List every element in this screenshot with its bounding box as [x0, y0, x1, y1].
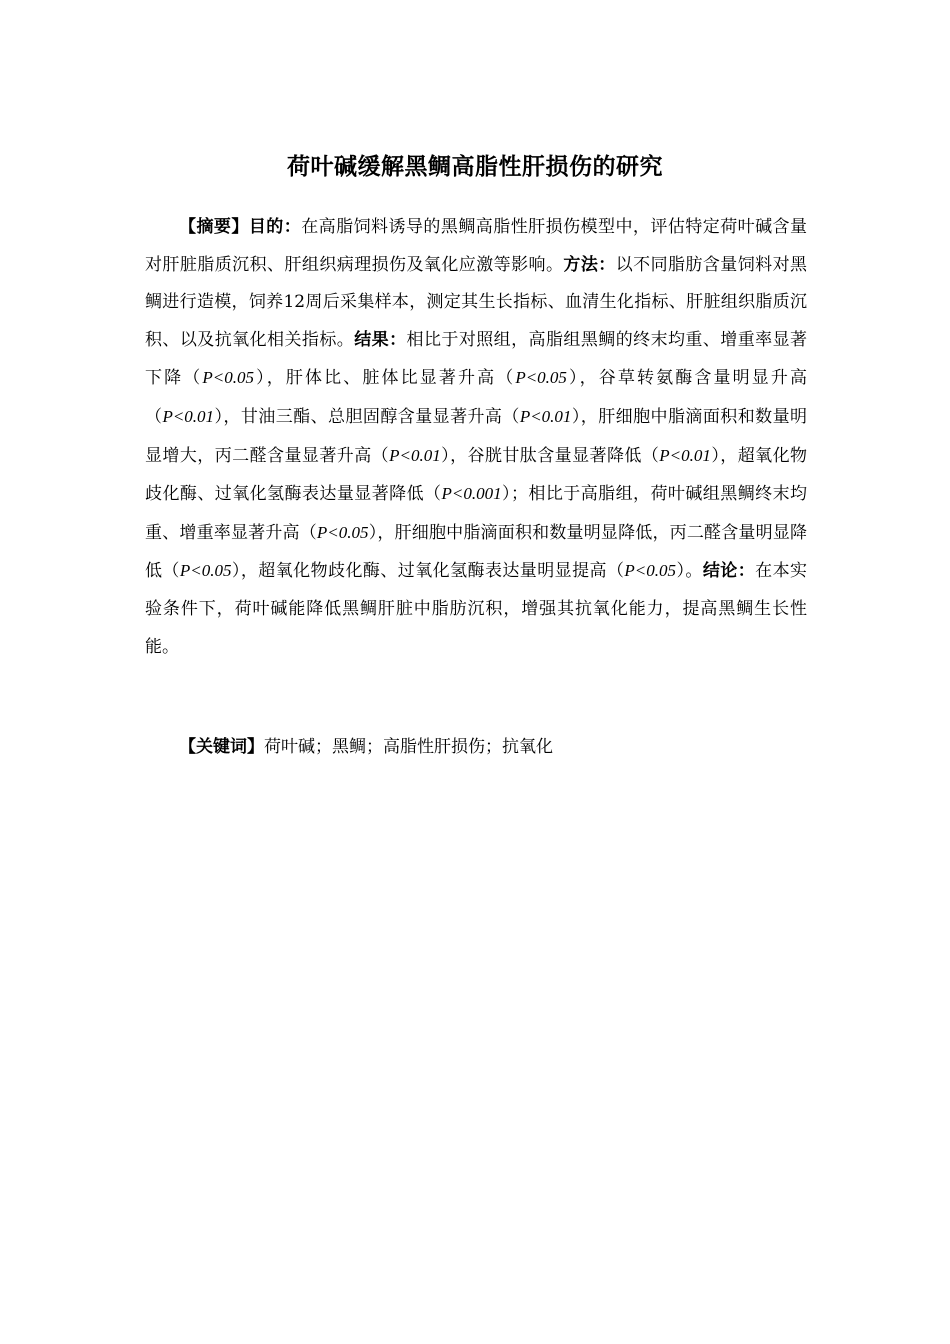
abstract-text: ），肝体比、脏体比显著升高（	[253, 368, 516, 389]
abstract-text: ），肝细胞中脂滴面积和数量明显增大，丙二醛含量显著升高（	[145, 406, 808, 466]
p-value: P<0.01	[162, 406, 215, 426]
abstract-section-label: 结论：	[702, 561, 756, 582]
abstract-text: 在高脂饲料诱导的黑鲷高脂性肝损伤模型中，评估特定荷叶碱含量对肝脏脂质沉积、肝组织病理损伤及氧化应激等影响。	[145, 217, 808, 275]
abstract-text: ）；相比于高脂组，荷叶碱组黑鲷终末均重、增重率显著升高（	[145, 484, 808, 543]
p-value: P<0.01	[389, 445, 441, 465]
p-value: P<0.001	[441, 484, 502, 504]
abstract-text: ），谷胱甘肽含量显著降低（	[440, 445, 660, 466]
abstract-section-label: 方法：	[563, 254, 616, 275]
paper-title: 荷叶碱缓解黑鲷高脂性肝损伤的研究	[287, 154, 663, 180]
abstract-section-label: 结果：	[354, 329, 407, 350]
p-value: P<0.01	[519, 406, 572, 426]
p-value: P<0.05	[624, 561, 677, 581]
abstract-paragraph	[145, 209, 807, 666]
abstract-text: ），超氧化物歧化酶、过氧化氢酶表达量明显提高（	[231, 561, 625, 582]
abstract-text: ），谷草转氨酶含量明显升高（	[145, 368, 808, 427]
keywords-label: 【关键词】	[179, 737, 264, 757]
abstract-text: 在本实验条件下，荷叶碱能降低黑鲷肝脏中脂肪沉积，增强其抗氧化能力，提高黑鲷生长性能。	[145, 561, 808, 657]
abstract-text: ），肝细胞中脂滴面积和数量明显降低，丙二醛含量明显降低（	[145, 522, 808, 582]
p-value: P<0.05	[316, 522, 369, 542]
keywords-text: 荷叶碱；黑鲷；高脂性肝损伤；抗氧化	[264, 737, 553, 757]
p-value: P<0.05	[202, 368, 254, 388]
abstract-text: ），超氧化物歧化酶、过氧化氢酶表达量显著降低（	[145, 445, 808, 505]
abstract-text: 以不同脂肪含量饲料对黑鲷进行造模，饲养12周后采集样本，测定其生长指标、血清生化指标、肝脏组织脂质沉积、以及抗氧化相关指标。	[145, 254, 808, 350]
abstract-label: 【摘要】	[179, 217, 249, 237]
abstract-section-label: 目的：	[248, 217, 302, 237]
abstract-text: ），甘油三酯、总胆固醇含量显著升高（	[214, 406, 520, 427]
p-value: P<0.05	[179, 561, 232, 581]
p-value: P<0.05	[515, 368, 567, 388]
p-value: P<0.01	[659, 445, 711, 465]
keywords-line	[179, 730, 807, 764]
abstract-text: 相比于对照组，高脂组黑鲷的终末均重、增重率显著下降（	[145, 329, 808, 389]
abstract-text: ）。	[676, 561, 703, 582]
abstract-body	[145, 217, 807, 657]
